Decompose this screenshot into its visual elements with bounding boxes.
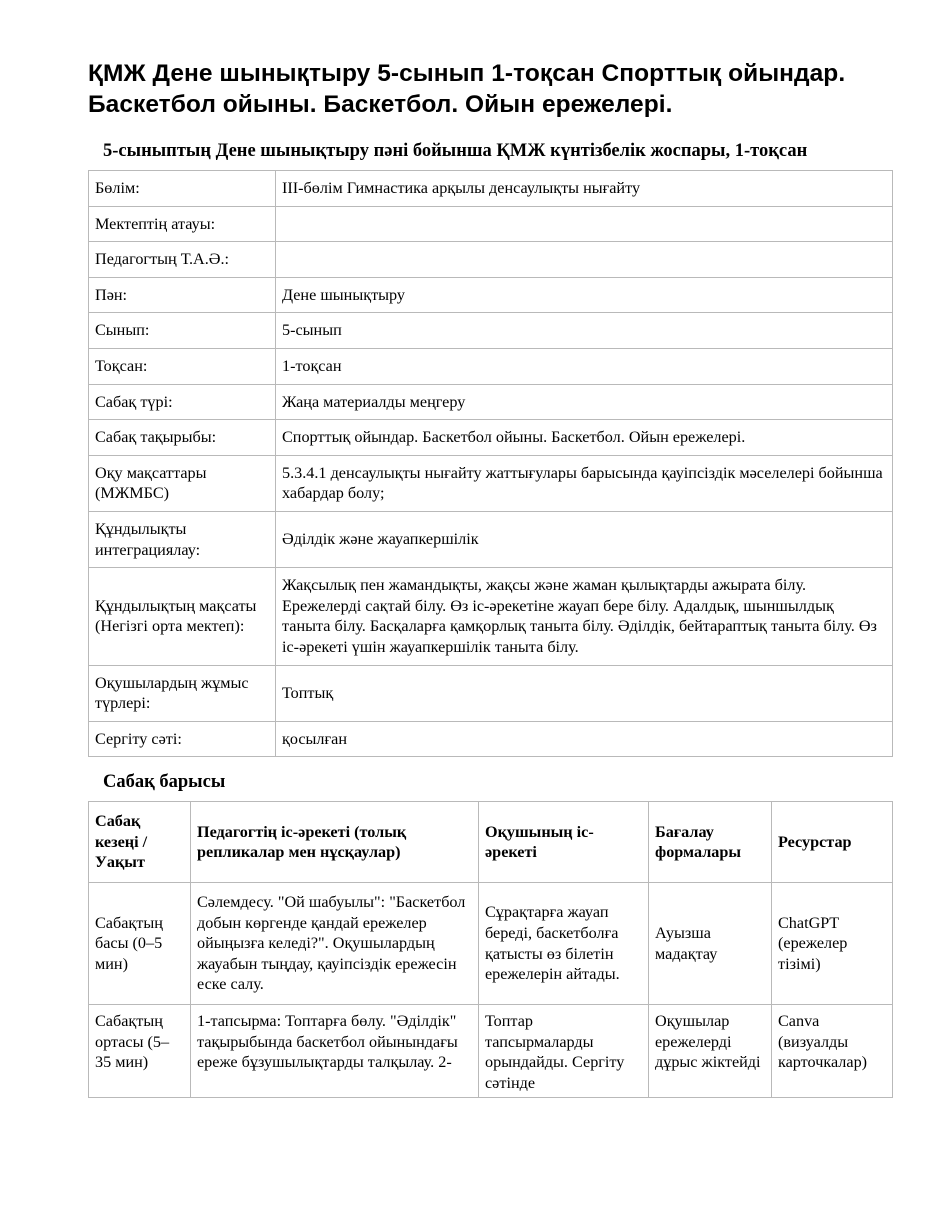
info-label: Сынып: [89,313,276,349]
table-row [89,1005,893,1098]
lesson-progress-heading: Сабақ барысы [103,772,226,793]
table-row [89,277,893,313]
info-label: Сабақ түрі: [89,384,276,420]
column-header-stage: Сабақ кезеңі / Уақыт [89,802,191,883]
table-row [89,883,893,1005]
info-value: 5.3.4.1 денсаулықты нығайту жаттығулары барысында қауіпсіздік мәселелері бойынша хабардар болу; [276,455,893,511]
lesson-info-table [88,170,893,757]
info-value: 5-сынып [276,313,893,349]
table-header-row [89,802,893,883]
info-label: Бөлім: [89,171,276,207]
table-row [89,171,893,207]
column-header-resources: Ресурстар [772,802,893,883]
info-label: Сабақ тақырыбы: [89,420,276,456]
stage-cell: Сабақтың басы (0–5 мин) [89,883,191,1005]
info-label: Тоқсан: [89,348,276,384]
stage-cell: Сабақтың ортасы (5–35 мин) [89,1005,191,1098]
info-value: Топтық [276,665,893,721]
info-value: Спорттық ойындар. Баскетбол ойыны. Баскетбол. Ойын ережелері. [276,420,893,456]
info-value [276,242,893,278]
plan-heading: 5-сыныптың Дене шынықтыру пәні бойынша ҚМЖ күнтізбелік жоспары, 1-тоқсан [103,141,808,161]
info-label: Оқу мақсаттары (МЖМБС) [89,455,276,511]
table-row [89,348,893,384]
table-row [89,313,893,349]
document-title: ҚМЖ Дене шынықтыру 5-сынып 1-тоқсан Спорттық ойындар. Баскетбол ойыны. Баскетбол. Ойын ережелері. [88,60,846,118]
lesson-progress-table [88,801,893,1098]
column-header-teacher: Педагогтің іс-әрекеті (толық репликалар мен нұсқаулар) [191,802,479,883]
info-label: Педагогтың Т.А.Ә.: [89,242,276,278]
table-row [89,665,893,721]
resources-cell: ChatGPT (ережелер тізімі) [772,883,893,1005]
resources-cell: Canva (визуалды карточкалар) [772,1005,893,1098]
table-row [89,420,893,456]
assessment-cell: Оқушылар ережелерді дұрыс жіктейді [649,1005,772,1098]
info-label: Сергіту сәті: [89,721,276,757]
info-label: Мектептің атауы: [89,206,276,242]
table-row [89,511,893,567]
info-label: Құндылықтың мақсаты (Негізгі орта мектеп): [89,568,276,665]
info-label: Пән: [89,277,276,313]
table-row [89,568,893,665]
info-value: Әділдік және жауапкершілік [276,511,893,567]
teacher-cell: 1-тапсырма: Топтарға бөлу. "Әділдік" тақырыбында баскетбол ойынындағы ереже бұзушылықтарды талқылау. 2- [191,1005,479,1098]
info-label: Оқушылардың жұмыс түрлері: [89,665,276,721]
info-value: Жаңа материалды меңгеру [276,384,893,420]
info-value: Дене шынықтыру [276,277,893,313]
student-cell: Сұрақтарға жауап береді, баскетболға қатысты өз білетін ережелерін айтады. [479,883,649,1005]
info-value: ІІІ-бөлім Гимнастика арқылы денсаулықты нығайту [276,171,893,207]
column-header-assessment: Бағалау формалары [649,802,772,883]
table-row [89,242,893,278]
table-row [89,206,893,242]
info-value: қосылған [276,721,893,757]
info-label: Құндылықты интеграциялау: [89,511,276,567]
table-row [89,384,893,420]
info-value: 1-тоқсан [276,348,893,384]
table-row [89,721,893,757]
student-cell: Топтар тапсырмаларды орындайды. Сергіту сәтінде [479,1005,649,1098]
info-value: Жақсылық пен жамандықты, жақсы және жаман қылықтарды ажырата білу. Ережелерді сақтай білу. Өз іс-әрекетіне жауап бере білу. Адалдық, шыншылдық таныта білу. Басқаларға қамқорлық таныта білу. Әділдік, бейтараптық таныта білу. Өз іс-әрекеті үшін жауапкершілік таныта білу. [276,568,893,665]
teacher-cell: Сәлемдесу. "Ой шабуылы": "Баскетбол добын көргенде қандай ережелер ойыңызға келеді?". Оқушылардың жауабын тыңдау, қауіпсіздік ережесін еске салу. [191,883,479,1005]
column-header-student: Оқушының іс-әрекеті [479,802,649,883]
table-row [89,455,893,511]
document-page [88,58,893,1098]
info-value [276,206,893,242]
assessment-cell: Ауызша мадақтау [649,883,772,1005]
